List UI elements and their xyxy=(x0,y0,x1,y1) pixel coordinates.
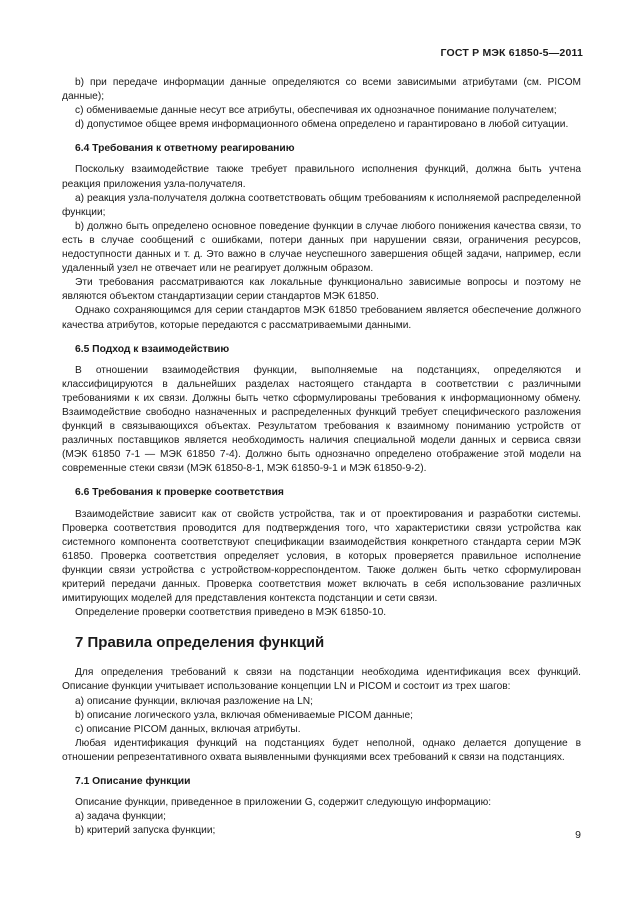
list-item: а) описание функции, включая разложение на LN; xyxy=(75,695,313,707)
section-heading-6-6: 6.6 Требования к проверке соответствия xyxy=(75,487,284,499)
list-item: b) описание логического узла, включая обмениваемые PICOM данные; xyxy=(75,709,413,721)
paragraph: b) при передаче информации данные определяются со всеми зависимыми атрибутами (см. PICOM данные); xyxy=(62,77,581,103)
paragraph: Взаимодействие зависит как от свойств устройства, так и от проектирования и разработки системы. Проверка соответствия проводится для подтверждения того, что характеристики связи устройства как системного компонента соответствуют спецификации взаимодействия конкретного стандарта серии МЭК 61850. Проверка соответствия определяет условия, в которых проверяется правильное исполнение функции связи устройства с устройством-корреспондентом. Также должен быть четко сформулирован критерий передачи данных. Проверка соответствия может включать в себя использование различных имитирующих моделей для представления контекста подстанции и сети связи. xyxy=(62,508,581,605)
section-heading-7-1: 7.1 Описание функции xyxy=(75,776,191,788)
paragraph: В отношении взаимодействия функции, выполняемые на подстанциях, определяются и классифицируются в дальнейших разделах настоящего стандарта в соответствии с различными требованиями к их связи. Должны быть четко сформулированы требования к информационному обмену. Взаимодействие свободно назначенных и распределенных функций требует специфического разложения функций в связывающихся объектах. Результатом требования к взаимному пониманию устройств от различных поставщиков является необходимость наличия специальной модели данных и сервиса связи (МЭК 61850 7-1 — МЭК 61850 7-4). Должно быть однозначно определено отображение этой модели на современные стеки связи (МЭК 61850-8-1, МЭК 61850-9-1 и МЭК 61850-9-2). xyxy=(62,364,581,475)
page-number: 9 xyxy=(575,829,581,841)
paragraph: Эти требования рассматриваются как локальные функционально зависимые вопросы и поэтому не являются объектом стандартизации серии стандартов МЭК 61850. xyxy=(62,277,581,303)
section-heading-6-4: 6.4 Требования к ответному реагированию xyxy=(75,143,295,155)
section-heading-6-5: 6.5 Подход к взаимодействию xyxy=(75,343,230,355)
paragraph: b) должно быть определено основное поведение функции в случае любого понижения качества связи, то есть в случае сообщений с ошибками, потери данных при нарушении связи, ограничения ресурсов, недоступности данных и т. д. Это важно в случае неуспешного завершения общей задачи, например, если удаленный узел не отвечает или не реагирует должным образом. xyxy=(62,220,581,275)
paragraph: d) допустимое общее время информационного обмена определено и гарантировано в любой ситуации. xyxy=(75,119,569,131)
paragraph: Для определения требований к связи на подстанции необходима идентификация всех функций. Описание функции учитывает использование концепции LN и PICOM и состоит из трех шагов: xyxy=(62,667,581,693)
page-body xyxy=(62,76,581,838)
paragraph: c) обмениваемые данные несут все атрибуты, обеспечивая их однозначное понимание получателем; xyxy=(75,105,557,117)
document-header: ГОСТ Р МЭК 61850-5—2011 xyxy=(440,47,583,59)
paragraph: а) реакция узла-получателя должна соответствовать общим требованиям к исполняемой распределенной функции; xyxy=(62,192,581,218)
chapter-heading-7: 7 Правила определения функций xyxy=(75,634,325,652)
list-item: b) критерий запуска функции; xyxy=(75,825,216,837)
paragraph: Любая идентификация функций на подстанциях будет неполной, однако делается допущение в отношении репрезентативного охвата выявленными функциями всех требований к связи на подстанциях. xyxy=(62,737,581,763)
paragraph: Определение проверки соответствия приведено в МЭК 61850-10. xyxy=(75,607,387,619)
list-item: а) задача функции; xyxy=(75,811,166,823)
paragraph: Описание функции, приведенное в приложении G, содержит следующую информацию: xyxy=(75,797,492,809)
list-item: c) описание PICOM данных, включая атрибуты. xyxy=(75,723,301,735)
paragraph: Однако сохраняющимся для серии стандартов МЭК 61850 требованием является обеспечение должного качества атрибутов, которые передаются с рассматриваемыми данными. xyxy=(62,305,581,331)
paragraph: Поскольку взаимодействие также требует правильного исполнения функций, должна быть учтена реакция приложения узла-получателя. xyxy=(62,164,581,190)
